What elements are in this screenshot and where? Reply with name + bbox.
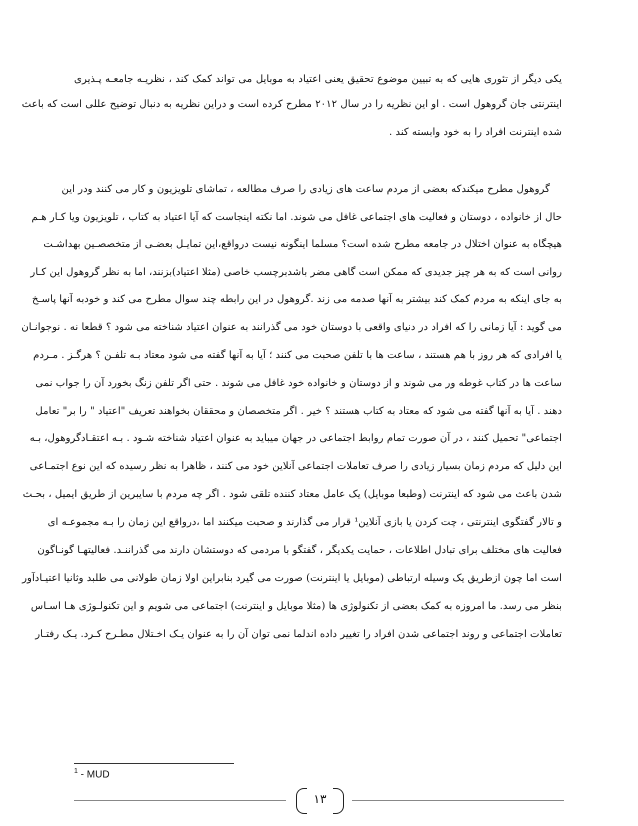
text-line: به جای اینکه به مردم کمک کند بیشتر به آنها صدمه می زند .گروهول در این رابطه چند سوال مطرح می کند و خودبه آنها پاسـخ — [32, 294, 562, 305]
page-number-frame — [296, 788, 344, 814]
text-line: است اما چون ازطریق یک وسیله ارتباطی (موبایل یا اینترنت) صورت می گیرد بنابراین اولا زمان طولانی می طلبد وثانیا اعتیـادآور — [22, 573, 562, 584]
page-number: ۱۳ — [313, 792, 327, 806]
text-line: هیچگاه به عنوان اختلال در جامعه مطرح شده است؟ مسلما اینگونه نیست درواقع،این تمایـل بعضـی از متخصصـین بهداشـت — [43, 239, 562, 250]
text-line: تعاملات اجتماعی و روند اجتماعی شدن افراد را تغییر داده اندلما نمی توان آن را به عنوان یـک اخـتلال مطـرح کـرد. یـک رفتـار — [35, 629, 562, 640]
text-line: فعالیت های مختلف برای تبادل اطلاعات ، حمایت یکدیگر ، گفتگو با مردمی که دوستشان دارند می گذراننـد. فعالیتهـا گونـاگون — [37, 545, 562, 556]
text-line: شدن باعث می شود که اینترنت (وطبعا موبایل) یک عامل معتاد کننده تلقی شود . اگر چه مردم با سایبرین از طریق ایمیل ، بحـث — [22, 489, 562, 500]
text-line: می گوید : آیا زمانی را که افراد در دنیای واقعی با دوستان خود می گذرانند به عنوان اعتیاد شناخته می شود ؟ قطعا نه . نوجوانـان — [21, 322, 562, 333]
footnote-text: - MUD — [77, 769, 110, 781]
page-number-rule-left — [74, 800, 286, 801]
text-line: شده اینترنت افراد را به خود وابسته کند . — [389, 127, 562, 138]
text-line: و تالار گفتگوی اینترنتی ، چت کردن یا بازی آنلاین¹ قرار می گذارند و صحبت میکنند اما ،درواقع این زمان را بـه مجموعـه ای — [47, 517, 562, 528]
footnote-marker: 1 — [74, 768, 78, 775]
text-line: روانی است که به هر چیز جدیدی که ممکن است گاهی مضر باشدبرچسب خاصی (مثلا اعتیاد)بزنند، اما به نظر گروهول این کـار — [30, 267, 562, 278]
text-line: ساعت ها در کتاب غوطه ور می شوند و از دوستان و خانواده خود غافل می شوند . حتی اگر تلفن زنگ بخورد آن را جواب نمی — [35, 378, 562, 389]
footnote-divider — [74, 763, 234, 764]
text-line: یکی دیگر از تئوری هایی که به تبیین موضوع تحقیق یعنی اعتیاد به موبایل می تواند کمک کند ، نظریـه جامعـه پـذیری — [74, 74, 562, 85]
footnote — [74, 768, 110, 780]
text-line: بنظر می رسد. ما امروزه به کمک بعضی از تکنولوژی ها (مثلا موبایل و اینترنت) اجتماعی می شویم و این تکنولـوژی هـا اسـاس — [30, 601, 562, 612]
text-line: یا افرادی که هر روز با هم هستند ، ساعت ها با تلفن صحبت می کنند ؛ آیا به آنها گفته می شود معتاد بـه تلفـن ؟ هرگـز . مـردم — [33, 350, 562, 361]
text-line: حال از خانواده ، دوستان و فعالیت های اجتماعی غافل می شوند. اما نکته اینجاست که آیا اعتیاد به کتاب ، تلویزیون ویا کـار هـم — [31, 212, 562, 223]
text-line: اجتماعی" تحمیل کنند ، در آن صورت تمام روابط اجتماعی در جهان میباید به عنوان اعتیاد شناخته شـود . بـه اعتقـادگروهول، بـه — [29, 433, 562, 444]
text-line: گروهول مطرح میکندکه بعضی از مردم ساعت های زیادی را صرف مطالعه ، تماشای تلویزیون و کار می کنند ودر این — [61, 184, 550, 195]
page-number-rule-right — [352, 800, 564, 801]
text-line: این دلیل که مردم زمان بسیار زیادی را صرف تعاملات اجتماعی آنلاین خود می کنند ، ظاهرا به نظر رسیده که این نوع اجتمـاعی — [29, 461, 562, 472]
text-line: اینترنتی جان گروهول است . او این نظریه را در سال ۲۰۱۲ مطرح کرده است و دراین نظریه به دنبال توضیح عللی است که باعث — [21, 99, 562, 110]
right-brace — [333, 788, 344, 814]
text-line: دهند . آیا به آنها گفته می شود که معتاد به کتاب هستند ؟ خیر . اگر متخصصان و محققان بخواهند تعریف "اعتیاد " را بر" تعامل — [35, 406, 562, 417]
